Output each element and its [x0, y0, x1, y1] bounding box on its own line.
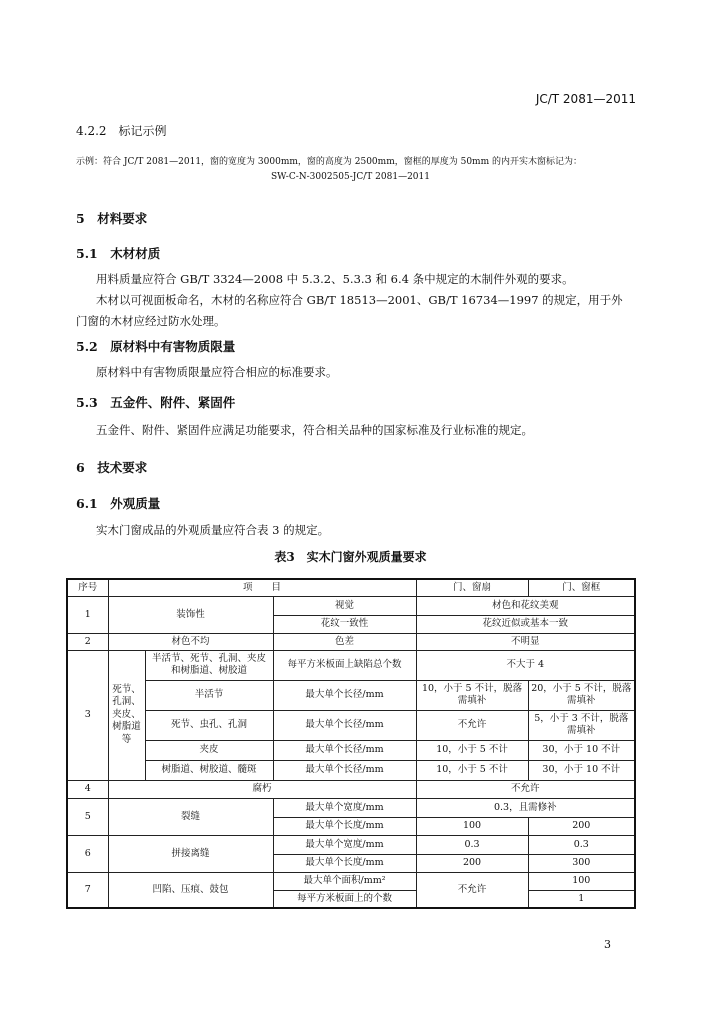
row-number: 2 [67, 633, 108, 650]
row-number: 1 [67, 596, 108, 633]
cell-value: 不允许 [416, 710, 528, 740]
cell-value: 10，小于 5 不计 [416, 760, 528, 780]
cell-value: 30，小于 10 不计 [528, 740, 635, 760]
heading-4-2-2: 4.2.2 标记示例 [76, 124, 167, 138]
item-name: 拼接离缝 [108, 835, 273, 872]
cell-value: 100 [528, 872, 635, 890]
sub-item: 每平方米板面上的个数 [273, 890, 416, 908]
row-number: 7 [67, 872, 108, 908]
item-name: 裂缝 [108, 798, 273, 835]
cell-value: 10，小于 5 不计，脱落需填补 [416, 680, 528, 710]
heading-6: 6 技术要求 [76, 460, 148, 475]
sub-item: 花纹一致性 [273, 615, 416, 633]
table-row [67, 740, 635, 760]
sub-item-name: 树脂道、树胶道、髓斑 [145, 760, 273, 780]
cell-value: 1 [528, 890, 635, 908]
sub-item-name: 死节、虫孔、孔洞 [145, 710, 273, 740]
heading-5-1: 5.1 木材材质 [76, 246, 161, 261]
table-3-caption: 表3 实木门窗外观质量要求 [274, 550, 427, 564]
table-row [67, 872, 635, 890]
item-name: 凹陷、压痕、鼓包 [108, 872, 273, 908]
sub-item-name: 半活节 [145, 680, 273, 710]
cell-value: 不允许 [416, 780, 635, 798]
sub-item-name: 夹皮 [145, 740, 273, 760]
sub-item: 最大单个长径/mm [273, 710, 416, 740]
paragraph-5-1-a: 用料质量应符合 GB/T 3324—2008 中 5.3.2、5.3.3 和 6.4 条中规定的木制件外观的要求。 [96, 272, 574, 286]
table-row [67, 680, 635, 710]
table-row [67, 596, 635, 615]
sub-item: 最大单个长度/mm [273, 817, 416, 835]
header-frame: 门、窗框 [528, 579, 635, 596]
cell-value: 材色和花纹美观 [416, 596, 635, 615]
table-row [67, 798, 635, 817]
row-number: 4 [67, 780, 108, 798]
cell-value: 花纹近似或基本一致 [416, 615, 635, 633]
header-seq: 序号 [67, 579, 108, 596]
cell-value: 0.3 [416, 835, 528, 854]
header-sash: 门、窗扇 [416, 579, 528, 596]
cell-value: 0.3，且需修补 [416, 798, 635, 817]
cell-value: 5，小于 3 不计，脱落需填补 [528, 710, 635, 740]
header-item: 项 目 [108, 579, 416, 596]
page-number: 3 [604, 938, 611, 951]
paragraph-6-1: 实木门窗成品的外观质量应符合表 3 的规定。 [96, 523, 330, 537]
table-row [67, 760, 635, 780]
sub-item-name: 半活节、死节、孔洞、夹皮和树脂道、树胶道 [145, 650, 273, 680]
sub-item: 最大单个宽度/mm [273, 835, 416, 854]
sub-item: 最大单个长度/mm [273, 854, 416, 872]
cell-value: 不明显 [416, 633, 635, 650]
standard-code-header: JC/T 2081—2011 [535, 92, 636, 106]
sub-item: 视觉 [273, 596, 416, 615]
sub-item: 最大单个长径/mm [273, 740, 416, 760]
row-number: 3 [67, 650, 108, 780]
paragraph-5-3: 五金件、附件、紧固件应满足功能要求，符合相关品种的国家标准及行业标准的规定。 [96, 423, 533, 437]
sub-item: 最大单个宽度/mm [273, 798, 416, 817]
table-row [67, 650, 635, 680]
cell-value: 不允许 [416, 872, 528, 908]
sub-item: 每平方米板面上缺陷总个数 [273, 650, 416, 680]
row-number: 5 [67, 798, 108, 835]
cell-value: 10，小于 5 不计 [416, 740, 528, 760]
cell-value: 0.3 [528, 835, 635, 854]
table-row [67, 633, 635, 650]
item-name: 腐朽 [108, 780, 416, 798]
sub-item: 最大单个长径/mm [273, 760, 416, 780]
marking-code: SW-C-N-3002505-JC/T 2081—2011 [271, 172, 430, 182]
sub-item: 最大单个面积/mm² [273, 872, 416, 890]
heading-5-3: 5.3 五金件、附件、紧固件 [76, 395, 236, 410]
item-name: 材色不均 [108, 633, 273, 650]
cell-value: 200 [528, 817, 635, 835]
paragraph-5-2: 原材料中有害物质限量应符合相应的标准要求。 [96, 365, 338, 379]
cell-value: 30，小于 10 不计 [528, 760, 635, 780]
table-row [67, 710, 635, 740]
item-name: 装饰性 [108, 596, 273, 633]
sub-item: 最大单个长径/mm [273, 680, 416, 710]
heading-5-2: 5.2 原材料中有害物质限量 [76, 339, 236, 354]
sub-item: 色差 [273, 633, 416, 650]
marking-example-text: 示例：符合 JC/T 2081—2011，窗的宽度为 3000mm，窗的高度为 2500mm，窗框的厚度为 50mm 的内开实木窗标记为： [76, 157, 582, 167]
cell-value: 不大于 4 [416, 650, 635, 680]
paragraph-5-1-b: 木材以可视面板命名，木材的名称应符合 GB/T 18513—2001、GB/T 16734—1997 的规定，用于外 [96, 293, 623, 307]
item-group: 死节、孔洞、夹皮、树脂道等 [108, 650, 145, 780]
row-number: 6 [67, 835, 108, 872]
table-row [67, 835, 635, 854]
table-3 [66, 578, 636, 909]
cell-value: 300 [528, 854, 635, 872]
cell-value: 20，小于 5 不计，脱落需填补 [528, 680, 635, 710]
heading-5: 5 材料要求 [76, 211, 148, 226]
cell-value: 200 [416, 854, 528, 872]
table-header-row [67, 579, 635, 596]
table-row [67, 780, 635, 798]
paragraph-5-1-c: 门窗的木材应经过防水处理。 [76, 314, 226, 328]
cell-value: 100 [416, 817, 528, 835]
heading-6-1: 6.1 外观质量 [76, 496, 161, 511]
